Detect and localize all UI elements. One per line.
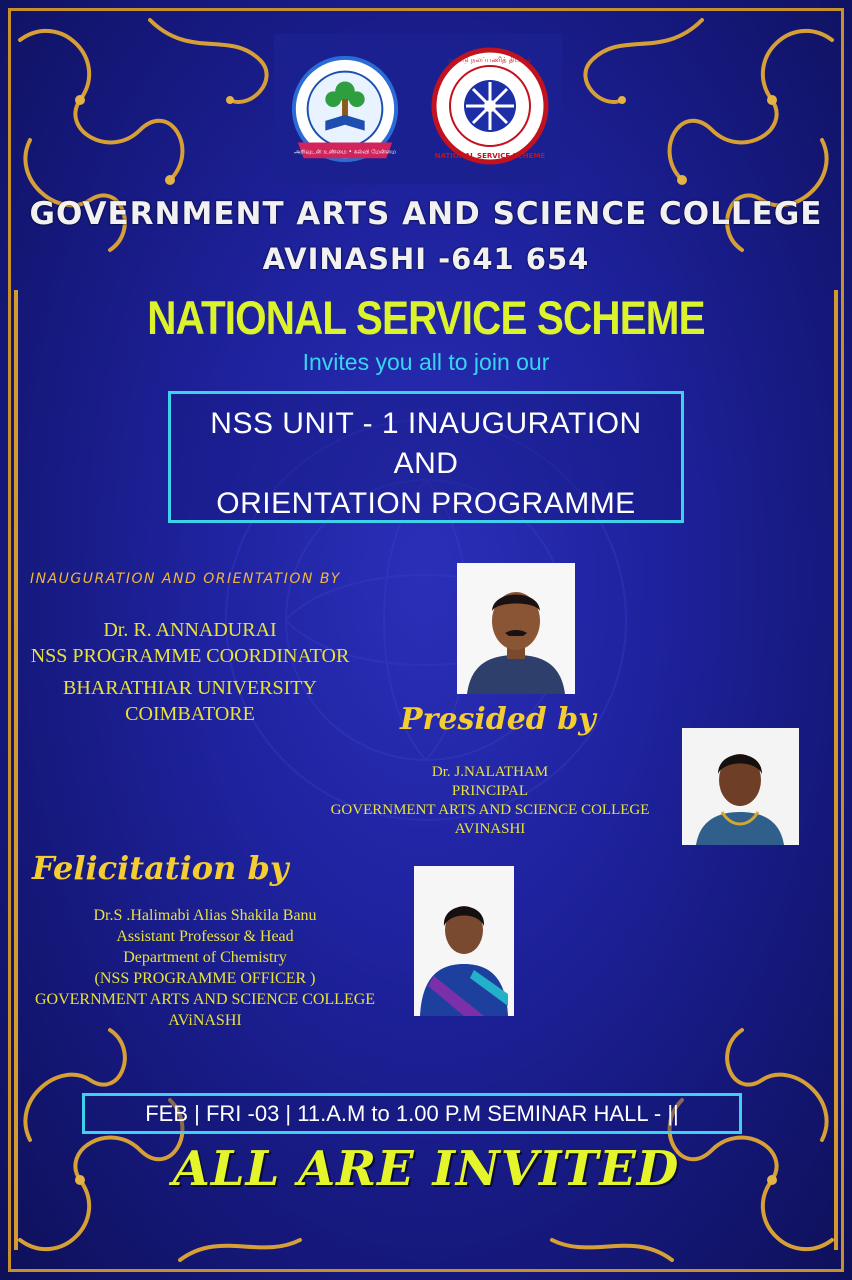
inauguration-speaker xyxy=(0,617,380,727)
svg-text:NATIONAL SERVICE SCHEME: NATIONAL SERVICE SCHEME xyxy=(434,152,546,160)
event-line-2: AND xyxy=(393,447,459,480)
felicitation-role: Assistant Professor & Head xyxy=(116,928,294,945)
felicitation-speaker xyxy=(0,905,410,1031)
presided-role: PRINCIPAL xyxy=(451,783,529,799)
inauguration-speaker-photo xyxy=(457,563,575,694)
felicitation-label: Felicitation by xyxy=(32,849,289,887)
felicitation-dept: Department of Chemistry xyxy=(123,949,287,966)
invite-line: Invites you all to join our xyxy=(302,349,550,375)
presided-label: Presided by xyxy=(400,702,596,737)
inauguration-city: COIMBATORE xyxy=(125,703,255,725)
college-logo xyxy=(286,52,404,170)
inauguration-label: INAUGURATION AND ORIENTATION BY xyxy=(30,571,341,587)
svg-text:அறிவுடன் உண்மை • கல்வி மேன்மை: அறிவுடன் உண்மை • கல்வி மேன்மை xyxy=(293,149,397,156)
svg-text:நாட்டு நலப்பணித் திட்டம்: நாட்டு நலப்பணித் திட்டம் xyxy=(448,56,532,64)
presided-speaker-photo xyxy=(682,728,799,845)
event-line-1: NSS UNIT - 1 INAUGURATION xyxy=(210,407,642,440)
event-line-3: ORIENTATION PROGRAMME xyxy=(216,487,636,520)
college-name: GOVERNMENT ARTS AND SCIENCE COLLEGE xyxy=(29,196,823,232)
scheme-title: NATIONAL SERVICE SCHEME xyxy=(147,291,705,344)
inauguration-org: BHARATHIAR UNIVERSITY xyxy=(63,677,317,699)
schedule-box: FEB | FRI -03 | 11.A.M to 1.00 P.M SEMINAR HALL - || xyxy=(82,1093,742,1134)
presided-name: Dr. J.NALATHAM xyxy=(431,764,549,780)
felicitation-nss-role: (NSS PROGRAMME OFFICER ) xyxy=(94,970,316,987)
event-title-box xyxy=(168,391,684,523)
logo-panel xyxy=(274,34,562,184)
presided-city: AVINASHI xyxy=(454,821,526,837)
felicitation-city: AViNASHI xyxy=(168,1012,242,1029)
felicitation-speaker-photo xyxy=(414,866,514,1016)
closing-line: ALL ARE INVITED xyxy=(172,1141,680,1197)
inauguration-role: NSS PROGRAMME COORDINATOR xyxy=(30,645,350,667)
college-place: AVINASHI -641 654 xyxy=(262,242,590,276)
presided-org: GOVERNMENT ARTS AND SCIENCE COLLEGE xyxy=(330,802,650,818)
presided-speaker xyxy=(300,763,680,839)
felicitation-name: Dr.S .Halimabi Alias Shakila Banu xyxy=(93,907,317,924)
nss-logo xyxy=(430,46,550,166)
inauguration-name: Dr. R. ANNADURAI xyxy=(103,619,277,641)
felicitation-org: GOVERNMENT ARTS AND SCIENCE COLLEGE xyxy=(34,991,376,1008)
